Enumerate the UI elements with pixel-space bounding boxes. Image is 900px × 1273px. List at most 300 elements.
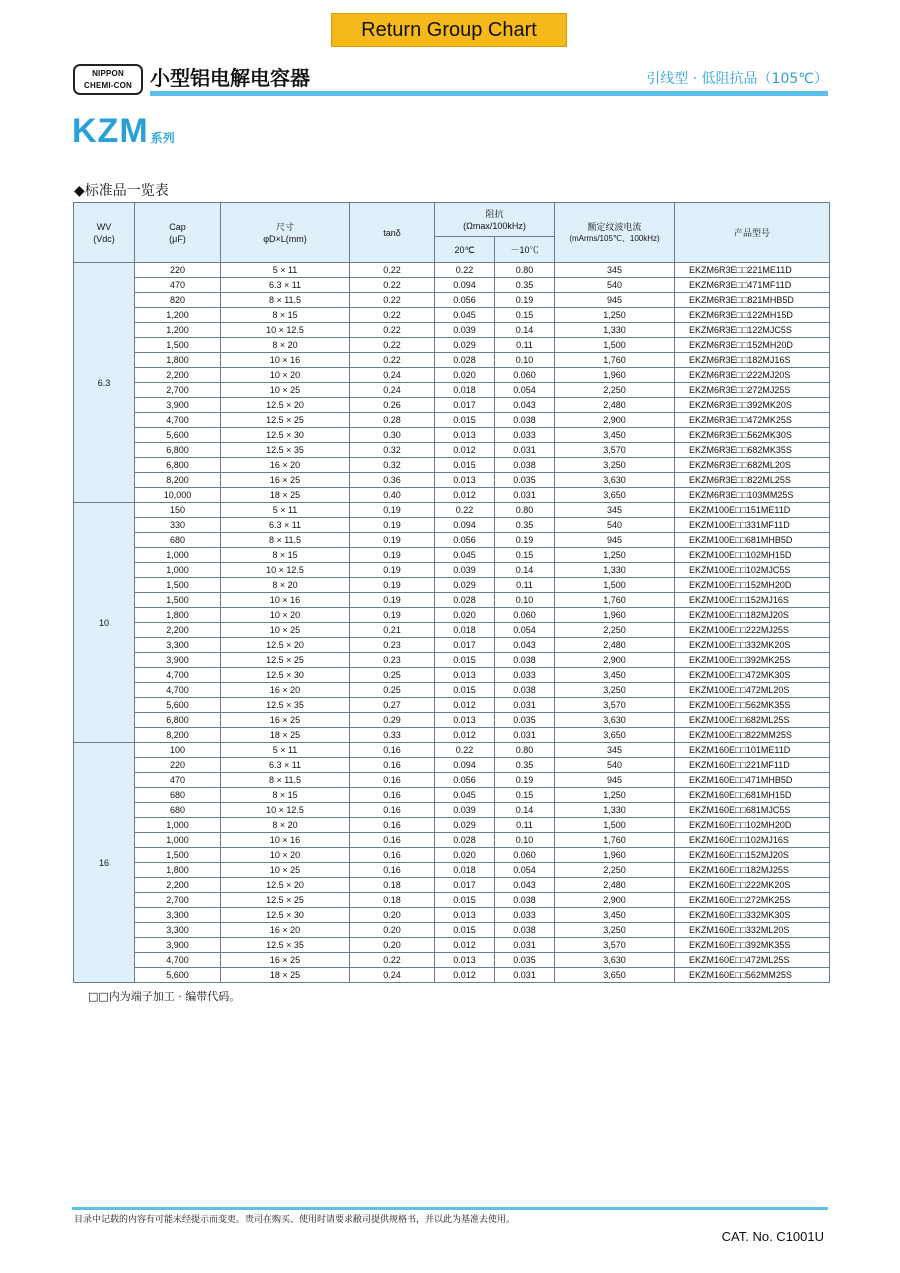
part-number-cell: EKZM160E□□221MF11D (675, 758, 830, 773)
imp-20c-cell: 0.015 (435, 413, 495, 428)
ripple-cell: 345 (555, 503, 675, 518)
imp-20c-cell: 0.045 (435, 308, 495, 323)
tan-cell: 0.25 (350, 668, 435, 683)
cap-cell: 470 (135, 773, 221, 788)
ripple-cell: 540 (555, 278, 675, 293)
cap-cell: 3,900 (135, 398, 221, 413)
tan-cell: 0.26 (350, 398, 435, 413)
ripple-cell: 3,650 (555, 728, 675, 743)
imp-minus10c-cell: 0.035 (495, 953, 555, 968)
imp-minus10c-cell: 0.033 (495, 668, 555, 683)
size-cell: 12.5 × 20 (221, 398, 350, 413)
cap-cell: 1,500 (135, 848, 221, 863)
table-row (74, 803, 830, 818)
size-cell: 6.3 × 11 (221, 758, 350, 773)
imp-20c-cell: 0.017 (435, 638, 495, 653)
imp-20c-cell: 0.029 (435, 818, 495, 833)
tan-cell: 0.18 (350, 878, 435, 893)
imp-20c-cell: 0.039 (435, 323, 495, 338)
ripple-cell: 1,760 (555, 833, 675, 848)
return-group-chart-button[interactable]: Return Group Chart (331, 13, 567, 47)
imp-20c-cell: 0.015 (435, 923, 495, 938)
cap-cell: 1,800 (135, 863, 221, 878)
cap-cell: 470 (135, 278, 221, 293)
size-cell: 10 × 12.5 (221, 323, 350, 338)
size-cell: 12.5 × 35 (221, 698, 350, 713)
tan-cell: 0.16 (350, 788, 435, 803)
imp-20c-cell: 0.22 (435, 263, 495, 278)
header-ripple-label: 额定纹波电流 (587, 221, 642, 232)
tan-cell: 0.16 (350, 803, 435, 818)
ripple-cell: 945 (555, 293, 675, 308)
tan-cell: 0.18 (350, 893, 435, 908)
imp-20c-cell: 0.020 (435, 848, 495, 863)
cap-cell: 2,700 (135, 383, 221, 398)
size-cell: 16 × 25 (221, 953, 350, 968)
header-cap-label: Cap (169, 221, 186, 232)
tan-cell: 0.21 (350, 623, 435, 638)
cap-cell: 5,600 (135, 698, 221, 713)
part-number-cell: EKZM100E□□331MF11D (675, 518, 830, 533)
part-number-cell: EKZM100E□□222MJ25S (675, 623, 830, 638)
imp-minus10c-cell: 0.031 (495, 488, 555, 503)
tan-cell: 0.19 (350, 548, 435, 563)
table-row (74, 683, 830, 698)
size-cell: 10 × 25 (221, 863, 350, 878)
imp-minus10c-cell: 0.031 (495, 968, 555, 983)
tan-cell: 0.20 (350, 938, 435, 953)
size-cell: 16 × 25 (221, 473, 350, 488)
tan-cell: 0.19 (350, 518, 435, 533)
cap-cell: 3,900 (135, 653, 221, 668)
catalog-number: CAT. No. C1001U (721, 1229, 824, 1244)
imp-20c-cell: 0.028 (435, 593, 495, 608)
size-cell: 12.5 × 35 (221, 938, 350, 953)
imp-minus10c-cell: 0.054 (495, 863, 555, 878)
imp-minus10c-cell: 0.031 (495, 698, 555, 713)
logo-line-2: CHEMI-CON (83, 81, 133, 90)
cap-cell: 680 (135, 788, 221, 803)
imp-minus10c-cell: 0.35 (495, 278, 555, 293)
imp-minus10c-cell: 0.19 (495, 773, 555, 788)
size-cell: 8 × 20 (221, 578, 350, 593)
cap-cell: 5,600 (135, 968, 221, 983)
imp-minus10c-cell: 0.038 (495, 413, 555, 428)
tan-cell: 0.16 (350, 743, 435, 758)
imp-minus10c-cell: 0.15 (495, 788, 555, 803)
part-number-cell: EKZM100E□□102MJC5S (675, 563, 830, 578)
imp-minus10c-cell: 0.035 (495, 713, 555, 728)
tan-cell: 0.22 (350, 263, 435, 278)
nippon-chemicon-logo (73, 64, 143, 95)
size-cell: 10 × 25 (221, 383, 350, 398)
tan-cell: 0.28 (350, 413, 435, 428)
footer-divider (72, 1207, 828, 1210)
part-number-cell: EKZM6R3E□□562MK30S (675, 428, 830, 443)
size-cell: 10 × 20 (221, 848, 350, 863)
ripple-cell: 1,960 (555, 848, 675, 863)
imp-20c-cell: 0.020 (435, 368, 495, 383)
header-size-unit: φD×L(mm) (263, 233, 307, 244)
tan-cell: 0.32 (350, 443, 435, 458)
imp-20c-cell: 0.013 (435, 668, 495, 683)
ripple-cell: 2,250 (555, 383, 675, 398)
table-row (74, 578, 830, 593)
table-row (74, 263, 830, 278)
imp-20c-cell: 0.013 (435, 428, 495, 443)
table-row (74, 848, 830, 863)
cap-cell: 3,300 (135, 923, 221, 938)
size-cell: 10 × 16 (221, 353, 350, 368)
imp-minus10c-cell: 0.038 (495, 893, 555, 908)
tan-cell: 0.16 (350, 863, 435, 878)
ripple-cell: 540 (555, 758, 675, 773)
imp-20c-cell: 0.017 (435, 398, 495, 413)
ripple-cell: 3,250 (555, 923, 675, 938)
part-number-cell: EKZM100E□□562MK35S (675, 698, 830, 713)
cap-cell: 3,300 (135, 908, 221, 923)
part-number-cell: EKZM160E□□681MJC5S (675, 803, 830, 818)
part-number-cell: EKZM100E□□392MK25S (675, 653, 830, 668)
header-wv-label: WV (96, 221, 112, 232)
cap-cell: 8,200 (135, 728, 221, 743)
size-cell: 6.3 × 11 (221, 278, 350, 293)
size-cell: 12.5 × 30 (221, 668, 350, 683)
tan-cell: 0.20 (350, 923, 435, 938)
cap-cell: 220 (135, 263, 221, 278)
tan-cell: 0.16 (350, 833, 435, 848)
header-impedance (435, 203, 555, 237)
imp-minus10c-cell: 0.15 (495, 548, 555, 563)
size-cell: 12.5 × 20 (221, 638, 350, 653)
imp-20c-cell: 0.015 (435, 683, 495, 698)
imp-minus10c-cell: 0.15 (495, 308, 555, 323)
table-row (74, 638, 830, 653)
size-cell: 16 × 20 (221, 923, 350, 938)
tan-cell: 0.20 (350, 908, 435, 923)
imp-20c-cell: 0.018 (435, 863, 495, 878)
cap-cell: 1,000 (135, 833, 221, 848)
ripple-cell: 3,650 (555, 968, 675, 983)
tan-cell: 0.22 (350, 953, 435, 968)
table-row (74, 428, 830, 443)
ripple-cell: 1,500 (555, 338, 675, 353)
table-row (74, 608, 830, 623)
table-row (74, 368, 830, 383)
tan-cell: 0.22 (350, 308, 435, 323)
imp-minus10c-cell: 0.14 (495, 563, 555, 578)
part-number-cell: EKZM160E□□562MM25S (675, 968, 830, 983)
size-cell: 16 × 25 (221, 713, 350, 728)
table-row (74, 278, 830, 293)
ripple-cell: 2,250 (555, 863, 675, 878)
cap-cell: 680 (135, 803, 221, 818)
wv-cell: 6.3 (74, 263, 135, 503)
imp-minus10c-cell: 0.060 (495, 848, 555, 863)
part-number-cell: EKZM6R3E□□152MH20D (675, 338, 830, 353)
part-number-cell: EKZM100E□□682ML25S (675, 713, 830, 728)
ripple-cell: 3,250 (555, 683, 675, 698)
imp-20c-cell: 0.056 (435, 773, 495, 788)
imp-20c-cell: 0.013 (435, 713, 495, 728)
size-cell: 8 × 11.5 (221, 293, 350, 308)
imp-minus10c-cell: 0.11 (495, 818, 555, 833)
ripple-cell: 3,630 (555, 473, 675, 488)
tan-cell: 0.22 (350, 353, 435, 368)
part-number-cell: EKZM6R3E□□103MM25S (675, 488, 830, 503)
cap-cell: 2,200 (135, 878, 221, 893)
part-number-cell: EKZM100E□□332MK20S (675, 638, 830, 653)
imp-minus10c-cell: 0.19 (495, 293, 555, 308)
series-suffix: 系列 (150, 131, 175, 145)
cap-cell: 3,900 (135, 938, 221, 953)
tan-cell: 0.23 (350, 653, 435, 668)
header-impedance-label: 阻抗 (485, 208, 504, 219)
tan-cell: 0.19 (350, 593, 435, 608)
ripple-cell: 3,570 (555, 443, 675, 458)
header-impedance-unit: (Ωmax/100kHz) (463, 220, 526, 231)
header-cap (135, 203, 221, 263)
imp-20c-cell: 0.012 (435, 443, 495, 458)
imp-minus10c-cell: 0.80 (495, 503, 555, 518)
table-row (74, 758, 830, 773)
part-number-cell: EKZM6R3E□□122MH15D (675, 308, 830, 323)
header-imp-minus10c: －10℃ (495, 237, 555, 263)
part-number-cell: EKZM100E□□102MH15D (675, 548, 830, 563)
size-cell: 8 × 11.5 (221, 533, 350, 548)
part-number-cell: EKZM6R3E□□471MF11D (675, 278, 830, 293)
table-row (74, 968, 830, 983)
part-number-cell: EKZM160E□□102MH20D (675, 818, 830, 833)
size-cell: 5 × 11 (221, 263, 350, 278)
imp-minus10c-cell: 0.80 (495, 743, 555, 758)
part-number-cell: EKZM160E□□272MK25S (675, 893, 830, 908)
size-cell: 10 × 25 (221, 623, 350, 638)
ripple-cell: 345 (555, 263, 675, 278)
series-name (72, 112, 175, 151)
page-subtitle: 引线型 · 低阻抗品（105℃） (646, 71, 828, 87)
footer-disclaimer: 目录中记载的内容有可能未经提示而变更。贵司在购买、使用时请要求敝司提供规格书，并以此为基准去使用。 (74, 1215, 516, 1225)
imp-minus10c-cell: 0.14 (495, 803, 555, 818)
cap-cell: 5,600 (135, 428, 221, 443)
part-number-cell: EKZM160E□□102MJ16S (675, 833, 830, 848)
imp-minus10c-cell: 0.038 (495, 923, 555, 938)
part-number-cell: EKZM160E□□472ML25S (675, 953, 830, 968)
size-cell: 10 × 16 (221, 833, 350, 848)
size-cell: 12.5 × 30 (221, 908, 350, 923)
tan-cell: 0.19 (350, 608, 435, 623)
table-row (74, 563, 830, 578)
table-row (74, 593, 830, 608)
part-number-cell: EKZM6R3E□□221ME11D (675, 263, 830, 278)
imp-minus10c-cell: 0.043 (495, 878, 555, 893)
imp-minus10c-cell: 0.033 (495, 908, 555, 923)
wv-cell: 10 (74, 503, 135, 743)
ripple-cell: 1,330 (555, 323, 675, 338)
imp-minus10c-cell: 0.11 (495, 578, 555, 593)
tan-cell: 0.33 (350, 728, 435, 743)
imp-20c-cell: 0.22 (435, 503, 495, 518)
tan-cell: 0.24 (350, 383, 435, 398)
section-title: ◆标准品一览表 (74, 183, 169, 199)
size-cell: 12.5 × 25 (221, 413, 350, 428)
tan-cell: 0.29 (350, 713, 435, 728)
size-cell: 8 × 15 (221, 788, 350, 803)
ripple-cell: 1,330 (555, 803, 675, 818)
imp-20c-cell: 0.045 (435, 548, 495, 563)
tan-cell: 0.16 (350, 818, 435, 833)
imp-20c-cell: 0.029 (435, 338, 495, 353)
tan-cell: 0.22 (350, 293, 435, 308)
ripple-cell: 1,250 (555, 308, 675, 323)
cap-cell: 2,700 (135, 893, 221, 908)
imp-minus10c-cell: 0.11 (495, 338, 555, 353)
cap-cell: 1,500 (135, 593, 221, 608)
spec-table-body (74, 263, 830, 983)
header-part: 产品型号 (675, 203, 830, 263)
tan-cell: 0.32 (350, 458, 435, 473)
ripple-cell: 3,570 (555, 698, 675, 713)
imp-minus10c-cell: 0.054 (495, 383, 555, 398)
imp-minus10c-cell: 0.35 (495, 518, 555, 533)
table-row (74, 713, 830, 728)
terminal-code-note: □□内为端子加工 · 编带代码。 (88, 990, 241, 1003)
imp-20c-cell: 0.012 (435, 698, 495, 713)
part-number-cell: EKZM6R3E□□122MJC5S (675, 323, 830, 338)
cap-cell: 1,800 (135, 608, 221, 623)
ripple-cell: 1,330 (555, 563, 675, 578)
cap-cell: 10,000 (135, 488, 221, 503)
ripple-cell: 3,570 (555, 938, 675, 953)
cap-cell: 6,800 (135, 458, 221, 473)
size-cell: 5 × 11 (221, 503, 350, 518)
part-number-cell: EKZM100E□□151ME11D (675, 503, 830, 518)
imp-minus10c-cell: 0.038 (495, 683, 555, 698)
tan-cell: 0.22 (350, 278, 435, 293)
part-number-cell: EKZM100E□□822MM25S (675, 728, 830, 743)
imp-minus10c-cell: 0.031 (495, 443, 555, 458)
size-cell: 18 × 25 (221, 488, 350, 503)
imp-minus10c-cell: 0.031 (495, 938, 555, 953)
imp-20c-cell: 0.094 (435, 758, 495, 773)
table-row (74, 698, 830, 713)
header-imp-20c: 20℃ (435, 237, 495, 263)
tan-cell: 0.30 (350, 428, 435, 443)
imp-20c-cell: 0.045 (435, 788, 495, 803)
ripple-cell: 1,760 (555, 353, 675, 368)
table-row (74, 653, 830, 668)
imp-minus10c-cell: 0.033 (495, 428, 555, 443)
imp-20c-cell: 0.018 (435, 623, 495, 638)
size-cell: 12.5 × 25 (221, 893, 350, 908)
tan-cell: 0.16 (350, 758, 435, 773)
tan-cell: 0.24 (350, 968, 435, 983)
size-cell: 16 × 20 (221, 683, 350, 698)
tan-cell: 0.23 (350, 638, 435, 653)
ripple-cell: 1,250 (555, 548, 675, 563)
table-row (74, 488, 830, 503)
imp-minus10c-cell: 0.10 (495, 353, 555, 368)
imp-minus10c-cell: 0.060 (495, 368, 555, 383)
cap-cell: 1,200 (135, 308, 221, 323)
table-row (74, 518, 830, 533)
imp-minus10c-cell: 0.14 (495, 323, 555, 338)
ripple-cell: 3,250 (555, 458, 675, 473)
table-row (74, 293, 830, 308)
cap-cell: 820 (135, 293, 221, 308)
cap-cell: 1,200 (135, 323, 221, 338)
table-row (74, 323, 830, 338)
cap-cell: 6,800 (135, 713, 221, 728)
imp-minus10c-cell: 0.060 (495, 608, 555, 623)
size-cell: 8 × 20 (221, 338, 350, 353)
cap-cell: 2,200 (135, 623, 221, 638)
ripple-cell: 2,480 (555, 398, 675, 413)
tan-cell: 0.27 (350, 698, 435, 713)
part-number-cell: EKZM160E□□222MK20S (675, 878, 830, 893)
part-number-cell: EKZM6R3E□□472MK25S (675, 413, 830, 428)
tan-cell: 0.16 (350, 773, 435, 788)
ripple-cell: 945 (555, 773, 675, 788)
table-row (74, 383, 830, 398)
table-row (74, 398, 830, 413)
ripple-cell: 2,250 (555, 623, 675, 638)
ripple-cell: 540 (555, 518, 675, 533)
ripple-cell: 945 (555, 533, 675, 548)
size-cell: 12.5 × 30 (221, 428, 350, 443)
tan-cell: 0.36 (350, 473, 435, 488)
imp-minus10c-cell: 0.35 (495, 758, 555, 773)
cap-cell: 4,700 (135, 683, 221, 698)
size-cell: 8 × 20 (221, 818, 350, 833)
cap-cell: 2,200 (135, 368, 221, 383)
table-row (74, 503, 830, 518)
tan-cell: 0.19 (350, 533, 435, 548)
logo-line-1: NIPPON (92, 69, 124, 78)
header-tan: tanδ (350, 203, 435, 263)
size-cell: 12.5 × 20 (221, 878, 350, 893)
table-row (74, 533, 830, 548)
imp-minus10c-cell: 0.80 (495, 263, 555, 278)
size-cell: 6.3 × 11 (221, 518, 350, 533)
table-row (74, 743, 830, 758)
part-number-cell: EKZM160E□□101ME11D (675, 743, 830, 758)
part-number-cell: EKZM6R3E□□821MHB5D (675, 293, 830, 308)
header-size (221, 203, 350, 263)
imp-20c-cell: 0.094 (435, 278, 495, 293)
ripple-cell: 1,960 (555, 608, 675, 623)
imp-minus10c-cell: 0.038 (495, 458, 555, 473)
imp-20c-cell: 0.012 (435, 728, 495, 743)
cap-cell: 3,300 (135, 638, 221, 653)
part-number-cell: EKZM160E□□471MHB5D (675, 773, 830, 788)
cap-cell: 330 (135, 518, 221, 533)
imp-minus10c-cell: 0.035 (495, 473, 555, 488)
imp-20c-cell: 0.015 (435, 653, 495, 668)
part-number-cell: EKZM160E□□332ML20S (675, 923, 830, 938)
table-row (74, 923, 830, 938)
ripple-cell: 3,630 (555, 713, 675, 728)
table-row (74, 548, 830, 563)
ripple-cell: 3,630 (555, 953, 675, 968)
table-row (74, 953, 830, 968)
table-row (74, 623, 830, 638)
ripple-cell: 2,480 (555, 638, 675, 653)
imp-20c-cell: 0.015 (435, 893, 495, 908)
imp-20c-cell: 0.017 (435, 878, 495, 893)
table-row (74, 863, 830, 878)
size-cell: 8 × 11.5 (221, 773, 350, 788)
